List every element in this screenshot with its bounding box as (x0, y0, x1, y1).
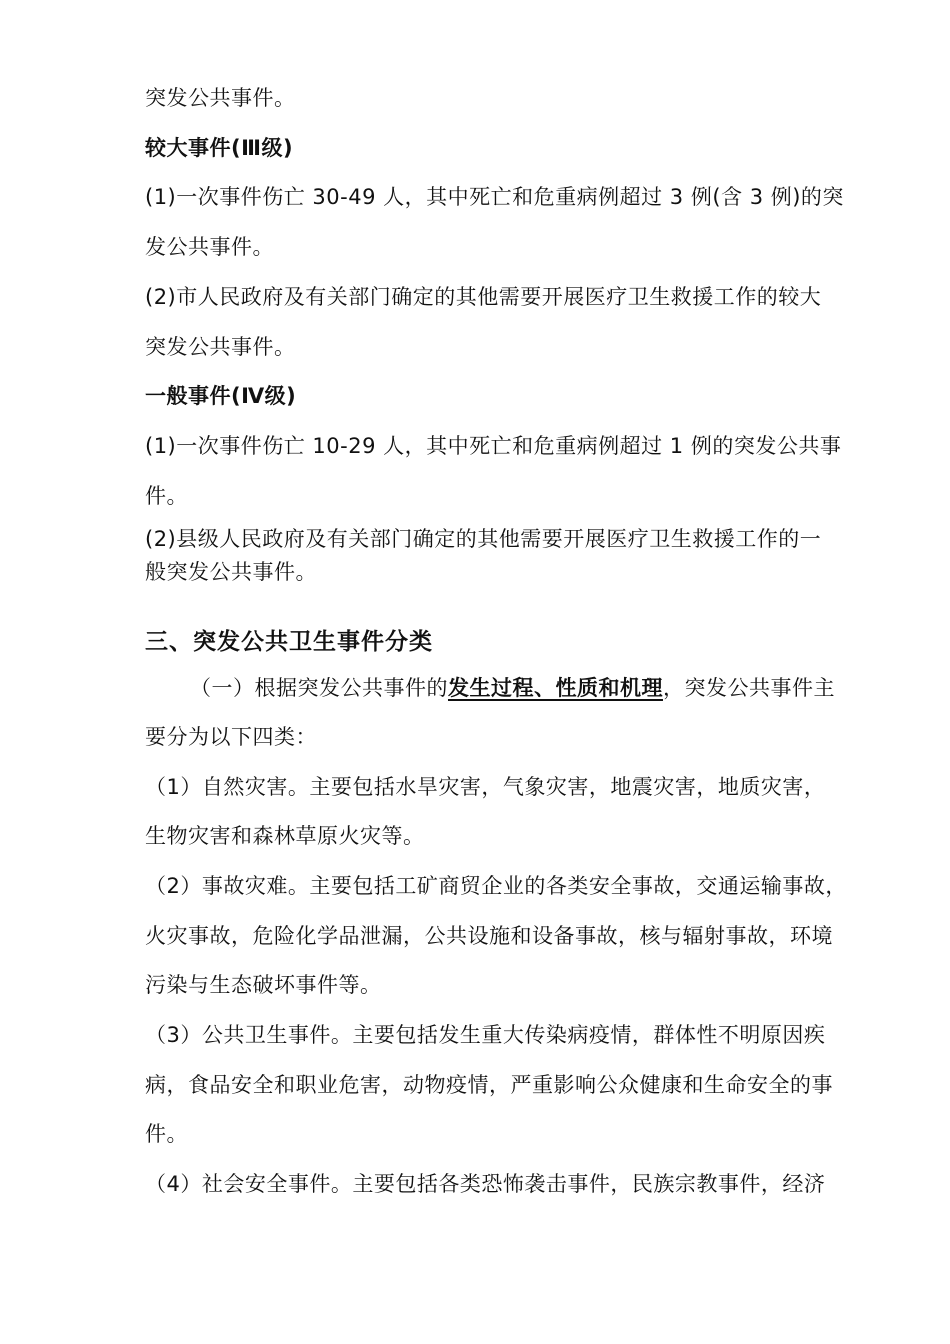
list-item-3: （3）公共卫生事件。主要包括发生重大传染病疫情，群体性不明原因疾 (145, 1023, 826, 1047)
section-heading: 三、突发公共卫生事件分类 (145, 629, 433, 655)
text-line: 生物灾害和森林草原火灾等。 (145, 824, 425, 848)
paragraph-intro (190, 674, 910, 702)
list-item-2: （2）事故灾难。主要包括工矿商贸企业的各类安全事故，交通运输事故， (145, 874, 847, 898)
text-line: 要分为以下四类： (145, 725, 317, 749)
list-item-4: （4）社会安全事件。主要包括各类恐怖袭击事件，民族宗教事件，经济 (145, 1172, 826, 1196)
text-line: 件。 (145, 484, 188, 508)
text-line: 突发公共事件。 (145, 86, 296, 110)
text-line: 污染与生态破坏事件等。 (145, 973, 382, 997)
intro-text-end: ，突发公共事件主 (663, 676, 835, 700)
text-line: (2)县级人民政府及有关部门确定的其他需要开展医疗卫生救援工作的一 (145, 527, 822, 551)
intro-text: （一）根据突发公共事件的 (190, 676, 448, 700)
text-line: (2)市人民政府及有关部门确定的其他需要开展医疗卫生救援工作的较大 (145, 285, 822, 309)
list-item-1: （1）自然灾害。主要包括水旱灾害，气象灾害，地震灾害，地质灾害， (145, 775, 826, 799)
text-line: 火灾事故，危险化学品泄漏，公共设施和设备事故，核与辐射事故，环境 (145, 924, 833, 948)
text-line: (1)一次事件伤亡 30-49 人，其中死亡和危重病例超过 3 例(含 3 例)的突 (145, 185, 844, 209)
text-line: 突发公共事件。 (145, 335, 296, 359)
level-4-heading: 一般事件(Ⅳ级) (145, 384, 297, 408)
emphasized-text: 发生过程、性质和机理 (448, 676, 663, 700)
text-line: 发公共事件。 (145, 235, 274, 259)
text-line: 件。 (145, 1122, 188, 1146)
level-3-heading: 较大事件(Ⅲ级) (145, 136, 294, 160)
text-line: 般突发公共事件。 (145, 560, 317, 584)
text-line: 病，食品安全和职业危害，动物疫情，严重影响公众健康和生命安全的事 (145, 1073, 833, 1097)
text-line: (1)一次事件伤亡 10-29 人，其中死亡和危重病例超过 1 例的突发公共事 (145, 434, 842, 458)
